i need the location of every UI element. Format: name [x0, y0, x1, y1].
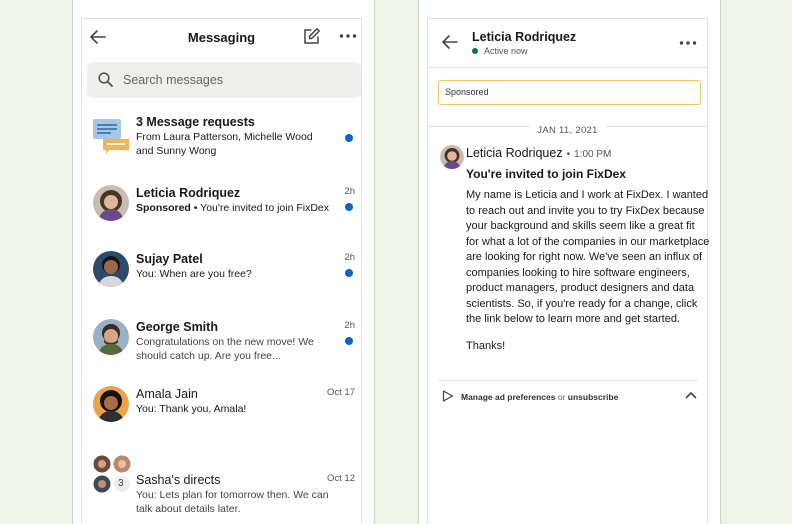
- more-icon[interactable]: [679, 40, 697, 46]
- search-bar[interactable]: [87, 62, 361, 98]
- snippet-text: • You're invited to join FixDex: [190, 202, 330, 214]
- unsubscribe-link[interactable]: unsubscribe: [567, 392, 619, 402]
- meta-separator: •: [566, 149, 571, 160]
- conversation-time: 2h: [344, 320, 355, 331]
- ad-preferences-bar: [438, 380, 697, 410]
- back-arrow-icon[interactable]: [440, 32, 460, 52]
- member-count: 3: [118, 478, 124, 489]
- compose-icon[interactable]: [303, 27, 321, 45]
- contact-name[interactable]: Leticia Rodriquez: [472, 30, 577, 44]
- conversation-name: Amala Jain: [136, 387, 198, 401]
- online-dot: [472, 48, 478, 54]
- requests-snippet: From Laura Patterson, Michelle Wood and Sunny Wong: [136, 131, 313, 157]
- avatar: [93, 319, 129, 355]
- conversation-name: Sasha's directs: [136, 473, 221, 487]
- more-icon[interactable]: [339, 33, 357, 39]
- conversation-item[interactable]: [82, 251, 361, 311]
- or-text: or: [555, 392, 568, 402]
- conversation-snippet: You: Lets plan for tomorrow then. We can talk about details later.: [136, 489, 329, 515]
- ad-links: [461, 392, 618, 402]
- conversation-time: Oct 17: [327, 387, 355, 398]
- avatar: [93, 185, 129, 221]
- conversation-snippet: You: When are you free?: [136, 268, 252, 280]
- presence-status: [472, 46, 528, 56]
- conversation-item[interactable]: [82, 386, 361, 446]
- search-icon: [98, 72, 113, 87]
- unread-dot: [345, 337, 353, 345]
- message-requests-item[interactable]: [82, 115, 361, 173]
- group-avatar: [93, 455, 131, 493]
- conversation-snippet: You: Thank you, Amala!: [136, 403, 247, 415]
- conversation-name: Leticia Rodriquez: [136, 186, 241, 200]
- conversation-name: Sujay Patel: [136, 252, 203, 266]
- requests-title: 3 Message requests: [136, 115, 255, 129]
- messaging-screen: [72, 0, 375, 524]
- message-title: You're invited to join FixDex: [466, 167, 626, 181]
- conversation-item[interactable]: [82, 185, 361, 245]
- avatar: [93, 251, 129, 287]
- conversation-time: 2h: [344, 186, 355, 197]
- messaging-header: [82, 19, 361, 57]
- messaging-panel: [81, 18, 362, 524]
- manage-ad-preferences-link[interactable]: Manage ad preferences: [461, 392, 556, 402]
- message-sender: [466, 146, 611, 160]
- message-date: JAN 11, 2021: [529, 125, 605, 136]
- conversation-name: George Smith: [136, 320, 218, 334]
- message-time: 1:00 PM: [574, 149, 612, 160]
- message-requests-icon: [93, 119, 129, 155]
- unread-dot: [345, 269, 353, 277]
- conversation-time: Oct 12: [327, 473, 355, 484]
- status-text: Active now: [484, 46, 528, 56]
- chat-header: [428, 19, 707, 68]
- search-input[interactable]: [123, 62, 323, 98]
- sponsored-label: Sponsored: [136, 202, 191, 214]
- avatar[interactable]: [440, 145, 464, 169]
- ad-play-icon: [442, 390, 454, 402]
- message-body: My name is Leticia and I work at FixDex. I wanted to reach out and invite you to try FixDex because your background and skills seem like a great fit for what a lot of the companies in our marketplace are looking for right now. We've seen an influx of companies looking to hire software engineers, product managers, product designers and data scientists. So, if you're ready for a change, click the link below to learn more and get started.: [466, 189, 710, 325]
- chevron-up-icon[interactable]: [685, 391, 697, 399]
- unread-dot: [345, 134, 353, 142]
- sponsored-banner: Sponsored: [438, 80, 701, 105]
- conversation-snippet: [136, 202, 332, 216]
- conversation-snippet: Congratulations on the new move! We should catch up. Are you free...: [136, 336, 314, 362]
- conversation-time: 2h: [344, 252, 355, 263]
- page-title: Messaging: [187, 30, 256, 45]
- message-signoff: Thanks!: [466, 340, 506, 352]
- unread-dot: [345, 203, 353, 211]
- conversation-item[interactable]: [82, 319, 361, 379]
- date-separator: [428, 120, 707, 136]
- sender-name[interactable]: Leticia Rodriquez: [466, 146, 563, 160]
- conversation-item[interactable]: [82, 455, 361, 515]
- chat-panel: [427, 18, 708, 524]
- chat-screen: [418, 0, 721, 524]
- avatar: [93, 386, 129, 422]
